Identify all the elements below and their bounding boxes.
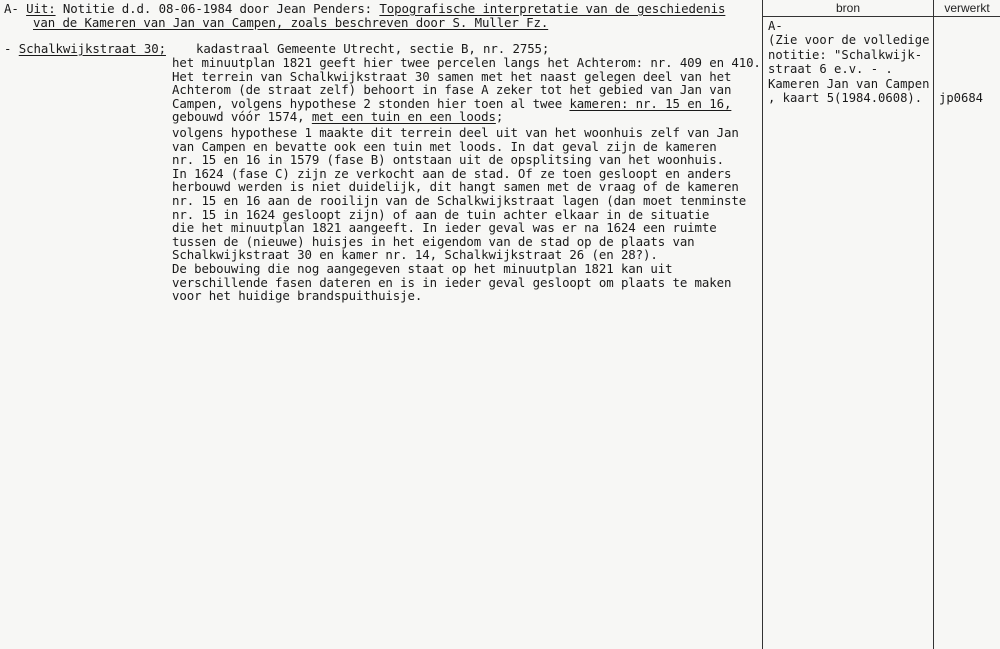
body-line: het minuutplan 1821 geeft hier twee percelen langs het Achterom: nr. 409 en 410. [172,55,761,70]
uit-label: Uit: [26,1,56,16]
column-header-bron: bron [835,1,861,15]
column-divider-right [933,0,934,649]
bron-line: , kaart 5(1984.0608). [768,91,923,105]
body-line: tussen de (nieuwe) huisjes in het eigendom van de stad op de plaats van [172,233,695,249]
notitie-intro: Notitie d.d. 08-06-1984 door Jean Penders: [55,1,380,16]
section-marker: A- [4,1,19,16]
bron-line: notitie: "Schalkwijk- [768,47,923,62]
body-line: De bebouwing die nog aangegeven staat op het minuutplan 1821 kan uit [172,261,673,276]
column-divider-left [762,0,763,649]
column-header-verwerkt: verwerkt [944,1,990,15]
body-line: van Campen en bevatte ook een tuin met loods. In dat geval zijn de kameren [172,138,717,154]
body-line: Schalkwijkstraat 30 en kamer nr. 14, Schalkwijkstraat 26 (en 28?). [172,247,658,263]
body-line: nr. 15 in 1624 gesloopt zijn) of aan de tuin achter elkaar in de situatie [172,206,710,222]
kadaster-reference: kadastraal Gemeente Utrecht, sectie B, nr. 2755; [196,41,550,56]
entry-dash: - [4,41,12,56]
bron-line: (Zie voor de volledige [768,33,930,48]
body-line: In 1624 (fase C) zijn ze verkocht aan de stad. Of ze toen gesloopt en anders [172,165,732,181]
body-line: Achterom (de straat zelf) behoort in fase A zeker tot het gebied van Jan van [172,82,732,98]
body-line: verschillende fasen dateren en is in ieder geval gesloopt om plaats te maken [172,274,732,290]
header-rule [762,16,1000,17]
bron-line: straat 6 e.v. - . [768,62,893,77]
notitie-title-part-1: Topografische interpretatie van de geschiedenis [379,1,726,16]
kameren-intro: Campen, volgens hypothese 2 stonden hier toen al twee [172,95,570,111]
loods-highlight: met een tuin en een loods [311,109,496,125]
body-line-kameren [172,97,731,111]
body-line: nr. 15 en 16 in 1579 (fase B) ontstaan uit de opsplitsing van het woonhuis. [172,152,724,168]
notitie-title-part-2: van de Kameren van Jan van Campen, zoals beschreven door S. Muller Fz. [33,15,549,30]
kameren-highlight: kameren: nr. 15 en 16, [569,95,732,111]
body-line-loods [172,110,503,124]
entry-heading [4,42,166,56]
body-line: nr. 15 en 16 aan de rooilijn van de Schalkwijkstraat lagen (dan moet tenminste [172,193,747,208]
bron-line: Kameren Jan van Campen [768,76,930,91]
body-line: herbouwd werden is niet duidelijk, dit hangt samen met de vraag of de kameren [172,179,739,195]
bron-line: A- [768,19,783,33]
body-line: volgens hypothese 1 maakte dit terrein deel uit van het woonhuis zelf van Jan [172,125,739,140]
body-line: Het terrein van Schalkwijkstraat 30 samen met het naast gelegen deel van het [172,68,732,84]
body-line: voor het huidige brandspuithuisje. [172,288,423,304]
loods-intro: gebouwd vóór 1574, [172,109,312,125]
body-line: die het minuutplan 1821 aangeeft. In ieder geval was er na 1624 een ruimte [172,220,717,236]
verwerkt-code: jp0684 [939,91,984,105]
loods-end: ; [495,109,504,125]
section-a-line-1 [4,2,725,16]
street-address: Schalkwijkstraat 30; [18,41,166,56]
